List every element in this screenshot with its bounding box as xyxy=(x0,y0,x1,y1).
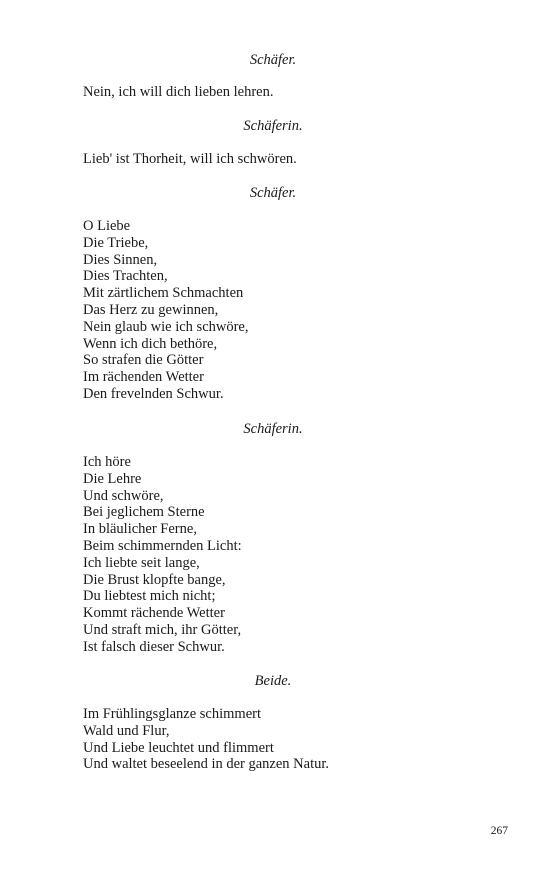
verse-line: Beim schimmernden Licht: xyxy=(83,537,242,554)
verse-line: Dies Trachten, xyxy=(83,268,168,285)
speaker-heading: Beide. xyxy=(254,673,292,689)
speaker-heading: Schäfer. xyxy=(249,52,297,68)
verse-line: Im Frühlingsglanze schimmert xyxy=(83,706,261,722)
verse-line: Nein glaub wie ich schwöre, xyxy=(83,318,249,335)
verse-line: Das Herz zu gewinnen, xyxy=(83,301,219,318)
verse-line: In bläulicher Ferne, xyxy=(83,521,197,538)
speaker-heading: Schäferin. xyxy=(243,118,303,134)
verse-line: O Liebe xyxy=(83,218,131,234)
verse-line: Ist falsch dieser Schwur. xyxy=(83,638,225,655)
verse-line: Kommt rächende Wetter xyxy=(83,605,225,622)
verse-line: Und Liebe leuchtet und flimmert xyxy=(83,739,274,756)
speaker-heading: Schäfer. xyxy=(249,185,297,201)
verse-line: Und straft mich, ihr Götter, xyxy=(83,621,242,638)
verse-line: Wenn ich dich bethöre, xyxy=(83,335,218,352)
verse-line: Mit zärtlichem Schmachten xyxy=(83,285,244,302)
verse-block xyxy=(83,218,463,403)
verse-line: Die Lehre xyxy=(83,470,142,487)
verse-line: Und schwöre, xyxy=(83,487,164,504)
verse-line: Die Brust klopfte bange, xyxy=(83,571,226,588)
verse-line: Bei jeglichem Sterne xyxy=(83,504,205,521)
verse-line: Ich liebte seit lange, xyxy=(83,554,200,571)
speaker-heading: Schäferin. xyxy=(243,421,303,437)
verse-block xyxy=(83,84,463,101)
verse-line: Dies Sinnen, xyxy=(83,251,158,268)
verse-block xyxy=(83,151,463,168)
verse-line: Lieb' ist Thorheit, will ich schwören. xyxy=(83,151,297,167)
verse-line: Im rächenden Wetter xyxy=(83,369,204,386)
verse-line: So strafen die Götter xyxy=(83,352,204,369)
verse-line: Die Triebe, xyxy=(83,234,149,251)
verse-line: Du liebtest mich nicht; xyxy=(83,588,216,605)
verse-line: Wald und Flur, xyxy=(83,722,170,739)
verse-block xyxy=(83,454,463,656)
verse-line: Ich höre xyxy=(83,454,131,470)
page-number: 267 xyxy=(490,825,508,837)
verse-line: Nein, ich will dich lieben lehren. xyxy=(83,84,274,100)
verse-line: Den frevelnden Schwur. xyxy=(83,385,224,402)
verse-line: Und waltet beseelend in der ganzen Natur. xyxy=(83,756,330,773)
verse-block xyxy=(83,706,463,773)
